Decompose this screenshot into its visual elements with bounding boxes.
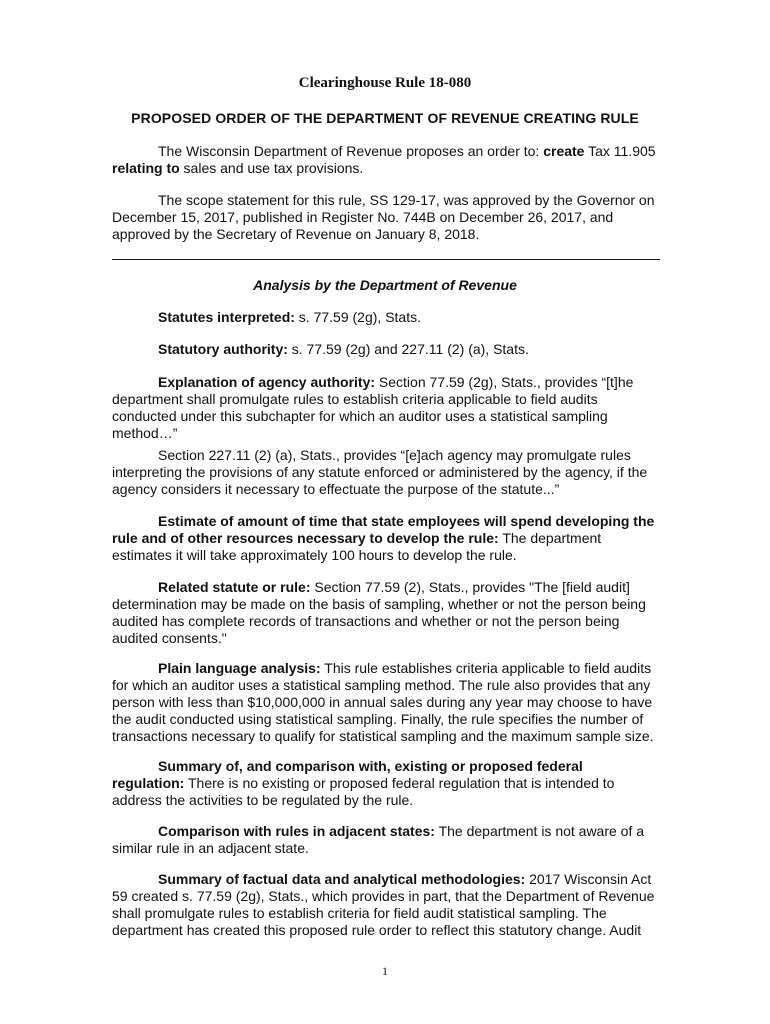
- plain-language-analysis: Plain language analysis: This rule establishes criteria applicable to field audits for which an auditor uses a statistical sampling method. The rule also provides that any person with less than $10,000,000 in annual sales during any year may choose to have the audit conducted using statistical sampling. Finally, the rule specifies the number of transactions necessary to qualify for statistical sampling and the maximum sample size.: [112, 660, 654, 744]
- statutory-authority: Statutory authority: s. 77.59 (2g) and 227.11 (2) (a), Stats.: [158, 341, 529, 357]
- factual-data-summary: Summary of factual data and analytical methodologies: 2017 Wisconsin Act 59 created s. 77.59 (2g), Stats., which provides in part, that the Department of Revenue shall promulgate rules to establish criteria for field audit statistical sampling. The department has created this proposed rule order to reflect this statutory change. Audit: [112, 871, 655, 938]
- scope-paragraph: The scope statement for this rule, SS 129-17, was approved by the Governor on December 15, 2017, published in Register No. 744B on December 26, 2017, and approved by the Secretary of Revenue on January 8, 2018.: [112, 192, 655, 242]
- adjacent-states-comparison: Comparison with rules in adjacent states: The department is not aware of a similar rule in an adjacent state.: [112, 823, 645, 856]
- explanation-paragraph-2: Section 227.11 (2) (a), Stats., provides “[e]ach agency may promulgate rules interpreting the provisions of any statute enforced or administered by the agency, if the agency considers it necessary to effectuate the purpose of the statute...”: [112, 447, 648, 497]
- statutes-interpreted: Statutes interpreted: s. 77.59 (2g), Stats.: [158, 309, 421, 325]
- clearinghouse-rule-heading: Clearinghouse Rule 18-080: [298, 75, 472, 91]
- section-divider: [112, 259, 660, 260]
- page-title: PROPOSED ORDER OF THE DEPARTMENT OF REVENUE CREATING RULE: [131, 110, 639, 126]
- explanation-of-authority: Explanation of agency authority: Section 77.59 (2g), Stats., provides “[t]he department shall promulgate rules to establish criteria applicable to field audits conducted under this subchapter for which an auditor uses a statistical sampling method…”: [112, 374, 634, 441]
- analysis-title: Analysis by the Department of Revenue: [253, 277, 517, 293]
- intro-paragraph: The Wisconsin Department of Revenue proposes an order to: create Tax 11.905 relating to sales and use tax provisions.: [112, 143, 656, 176]
- related-statute: Related statute or rule: Section 77.59 (2), Stats., provides "The [field audit] determination may be made on the basis of sampling, whether or not the person being audited has complete records of transactions and whether or not the person being audited consents.": [112, 579, 646, 646]
- federal-regulation-summary: Summary of, and comparison with, existing or proposed federal regulation: There is no existing or proposed federal regulation that is intended to address the activities to be regulated by the rule.: [112, 758, 615, 808]
- page-number: 1: [382, 964, 388, 978]
- estimate-of-time: Estimate of amount of time that state employees will spend developing the rule and of other resources necessary to develop the rule: The department estimates it will take approximately 100 hours to develop the rule.: [112, 513, 655, 563]
